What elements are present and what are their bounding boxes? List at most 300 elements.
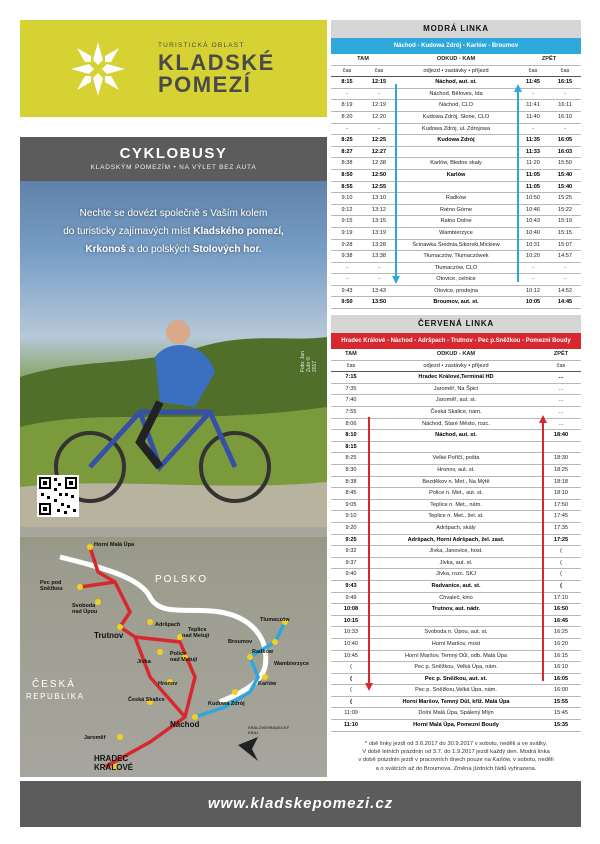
time-cell: 9:15 (331, 216, 363, 228)
table-row (331, 146, 581, 158)
headline-line-2 (30, 223, 317, 241)
map-label-cr-2: REPUBLIKA (26, 692, 85, 701)
table-row (331, 251, 581, 263)
red-col-cas: čas (541, 360, 581, 372)
stop-cell: Tłumaczów, CLO (395, 262, 517, 274)
table-row (331, 372, 581, 384)
map-place-police-1: Police (170, 651, 187, 657)
table-row (331, 158, 581, 170)
time-cell: - (517, 88, 549, 100)
title-band (20, 137, 327, 181)
stop-cell: Hronov, aut. st. (371, 465, 541, 477)
table-row (331, 511, 581, 523)
blue-line-route: Náchod - Kudowa Zdrój - Karlów - Broumov (331, 38, 581, 54)
table-row (331, 476, 581, 488)
headline-2a: do turisticky zajímavých míst (63, 226, 194, 237)
time-cell: 16:50 (541, 604, 581, 616)
time-cell: 13:10 (363, 193, 395, 205)
time-cell: 15:07 (549, 239, 581, 251)
map-label-polsko: POLSKO (155, 574, 209, 585)
red-col-tam: TAM (331, 349, 371, 360)
time-cell: 14:52 (549, 285, 581, 297)
time-cell: 16:10 (541, 662, 581, 674)
time-cell: 7:35 (331, 383, 371, 395)
photo-credit: Foto: Jan Zubr © 2017 (300, 351, 318, 372)
map-place-trutnov: Trutnov (94, 631, 124, 640)
headline-2b: Kladského pomezí, (193, 226, 284, 237)
stop-cell: Karlów, Błedne skały (395, 158, 517, 170)
stop-cell: Horní Malá Úpa, Pomezní Boudy (371, 720, 541, 732)
map-place-tlumaczow: Tlumaczów (260, 617, 290, 623)
time-cell: 12:20 (363, 111, 395, 123)
blue-col-cas: čas (549, 65, 581, 77)
map-place-karlow: Karlów (258, 681, 277, 687)
time-cell: 10:40 (331, 638, 371, 650)
red-line-title: ČERVENÁ LINKA (331, 315, 581, 333)
time-cell: 10:05 (517, 297, 549, 309)
time-cell: 16:11 (549, 100, 581, 112)
table-row (331, 720, 581, 732)
stop-cell: Pec p. Sněžkou, Velká Úpa, nám. (371, 662, 541, 674)
time-cell: - (363, 88, 395, 100)
time-cell: 15:15 (549, 227, 581, 239)
time-cell: 10:45 (331, 650, 371, 662)
time-cell: 13:50 (363, 297, 395, 309)
map-place-teplice-1: Teplice (188, 627, 207, 633)
stop-cell: Jaroměř, Na Špici (371, 383, 541, 395)
table-row (331, 708, 581, 720)
table-row (331, 580, 581, 592)
map-place-jaromer: Jaroměř (84, 735, 106, 741)
blue-col-cas: čas (517, 65, 549, 77)
time-cell: 13:15 (363, 216, 395, 228)
stop-cell: Adršpach, Horní Adršpach, žel. zast. (371, 534, 541, 546)
time-cell: 9:20 (331, 522, 371, 534)
time-cell: ( (541, 557, 581, 569)
time-cell: 12:27 (363, 146, 395, 158)
time-cell: 18:25 (541, 465, 581, 477)
time-cell: 11:00 (331, 708, 371, 720)
table-row (331, 193, 581, 205)
table-row (331, 274, 581, 286)
table-row (331, 557, 581, 569)
table-row (331, 615, 581, 627)
blue-col-odkud: ODKUD - KAM (395, 54, 517, 65)
time-cell: 17:35 (541, 522, 581, 534)
map-place-ceska-skalice: Česká Skalice (128, 697, 165, 703)
table-row (331, 465, 581, 477)
time-cell: 10:08 (331, 604, 371, 616)
time-cell: 8:06 (331, 418, 371, 430)
time-cell: 11:33 (517, 146, 549, 158)
time-cell: 13:43 (363, 285, 395, 297)
time-cell: 10:33 (331, 627, 371, 639)
time-cell: 13:12 (363, 204, 395, 216)
time-cell: 9:28 (331, 239, 363, 251)
time-cell: 15:50 (549, 158, 581, 170)
time-cell: - (517, 274, 549, 286)
stop-cell: Ratno Górne (395, 204, 517, 216)
red-col-zpet: ZPĚT (541, 349, 581, 360)
time-cell: - (331, 274, 363, 286)
time-cell: 16:15 (549, 77, 581, 89)
time-cell: 15:55 (541, 696, 581, 708)
time-cell: ... (541, 383, 581, 395)
table-row (331, 262, 581, 274)
time-cell: 18:30 (541, 453, 581, 465)
time-cell: 16:20 (541, 638, 581, 650)
stop-cell: Náchod, CLO (395, 100, 517, 112)
stop-cell: Dolní Malá Úpa, Spálený Mlýn (371, 708, 541, 720)
time-cell: 10:40 (517, 227, 549, 239)
website-link[interactable]: www.kladskepomezi.cz (207, 795, 394, 812)
time-cell: 8:55 (331, 181, 363, 193)
brand-tagline: TURISTICKÁ OBLAST (158, 42, 245, 49)
map-place-pec-2: Sněžkou (40, 586, 63, 592)
stop-cell: Bezděkov n. Met., Na Mýtě (371, 476, 541, 488)
time-cell: 10:46 (517, 204, 549, 216)
time-cell: 16:10 (549, 111, 581, 123)
poster-subtitle: KLADSKÝM POMEZÍM • NA VÝLET BEZ AUTA (90, 164, 257, 171)
brand-name (158, 52, 275, 96)
headline-line-3 (30, 241, 317, 259)
stop-cell: Svoboda n. Úpou, aut. st. (371, 627, 541, 639)
table-row (331, 650, 581, 662)
table-row (331, 383, 581, 395)
time-cell: 17:50 (541, 499, 581, 511)
stop-cell: Horní Maršov, most (371, 638, 541, 650)
stop-cell: Horní Maršov, Temný Důl, křiž. Malá Úpa (371, 696, 541, 708)
blue-timetable (331, 54, 581, 309)
time-cell: 9:25 (331, 534, 371, 546)
time-cell: 10:12 (517, 285, 549, 297)
stop-cell: Náchod, Staré Město, rozc. (371, 418, 541, 430)
time-cell: - (549, 274, 581, 286)
time-cell: ( (541, 580, 581, 592)
table-row (331, 77, 581, 89)
map-region-label-1: KRÁLOVÉHRADECKÝ (248, 725, 290, 730)
table-row (331, 522, 581, 534)
time-cell: ... (541, 395, 581, 407)
table-row (331, 123, 581, 135)
time-cell: 18:10 (541, 488, 581, 500)
stop-cell: Tłumaczów, Tłumaczówek (395, 251, 517, 263)
time-cell: 8:38 (331, 158, 363, 170)
table-row (331, 488, 581, 500)
map-place-hk-1: HRADEC (94, 754, 129, 763)
time-cell: 15:35 (541, 720, 581, 732)
time-cell: 9:19 (331, 227, 363, 239)
time-cell: 12:50 (363, 169, 395, 181)
stop-cell (395, 146, 517, 158)
time-cell: 14:57 (549, 251, 581, 263)
time-cell: - (331, 262, 363, 274)
stop-cell: Otovice, prodejna (395, 285, 517, 297)
qr-code-icon[interactable] (37, 475, 79, 517)
table-row (331, 534, 581, 546)
time-cell: - (363, 274, 395, 286)
time-cell: 12:38 (363, 158, 395, 170)
brand-name-line2: POMEZÍ (158, 72, 252, 97)
map-region-label-2: KRAJ (248, 730, 259, 735)
note-line-1: * obě linky jezdí od 3.6.2017 do 30.9.2017 v sobotu, neděli a ve svátky. (364, 740, 548, 747)
time-cell: - (363, 262, 395, 274)
map-place-kudowa: Kudowa Zdrój (208, 701, 245, 707)
table-row (331, 638, 581, 650)
time-cell: 11:10 (331, 720, 371, 732)
blue-col-tam: TAM (331, 54, 395, 65)
map-place-horni-mala-upa: Horní Malá Úpa (94, 542, 135, 548)
route-map (20, 527, 327, 777)
table-row (331, 181, 581, 193)
kladske-pomezi-logo-icon (67, 38, 129, 100)
table-row (331, 418, 581, 430)
table-row (331, 169, 581, 181)
time-cell: ( (331, 685, 371, 697)
time-cell: ( (541, 569, 581, 581)
stop-cell: Česká Skalice, nám. (371, 407, 541, 419)
time-cell: ( (541, 546, 581, 558)
time-cell: 17:10 (541, 592, 581, 604)
table-row (331, 685, 581, 697)
note-line-3: v době prázdnin jezdí v pracovních dnech pouze na Karlów, v sobotu, neděli (358, 757, 554, 764)
time-cell: 7:40 (331, 395, 371, 407)
map-place-svoboda-1: Svoboda (72, 603, 96, 609)
table-row (331, 499, 581, 511)
time-cell: 10:50 (517, 193, 549, 205)
table-row (331, 135, 581, 147)
stop-cell: Ratno Dolne (395, 216, 517, 228)
red-col-cas: čas (331, 360, 371, 372)
table-row (331, 204, 581, 216)
time-cell: ... (541, 407, 581, 419)
time-cell: 18:40 (541, 430, 581, 442)
time-cell: - (331, 123, 363, 135)
map-place-hronov: Hronov (158, 681, 178, 687)
time-cell: 17:45 (541, 511, 581, 523)
table-row (331, 111, 581, 123)
time-cell: 18:18 (541, 476, 581, 488)
table-row (331, 546, 581, 558)
table-row (331, 285, 581, 297)
table-row (331, 696, 581, 708)
stop-cell: Kudowa Zdrój (395, 135, 517, 147)
stop-cell: Náchod, aut. st. (371, 430, 541, 442)
time-cell: 12:19 (363, 100, 395, 112)
time-cell: 14:45 (549, 297, 581, 309)
time-cell: 8:25 (331, 453, 371, 465)
stop-cell: Karlów (395, 169, 517, 181)
time-cell: - (363, 123, 395, 135)
stop-cell: Kudowa Zdrój, ul. Zdrojowa (395, 123, 517, 135)
table-row (331, 673, 581, 685)
blue-col-zpet: ZPĚT (517, 54, 581, 65)
stop-cell: Kudowa Zdrój, Słone, CLO (395, 111, 517, 123)
time-cell: ( (331, 673, 371, 685)
map-place-adrspach: Adršpach (155, 622, 181, 628)
time-cell: 16:00 (541, 685, 581, 697)
stop-cell (371, 615, 541, 627)
time-cell: 9:32 (331, 546, 371, 558)
table-row (331, 662, 581, 674)
time-cell: 16:45 (541, 615, 581, 627)
stop-cell: Adršpach, skály (371, 522, 541, 534)
time-cell (541, 441, 581, 453)
time-cell: 7:15 (331, 372, 371, 384)
headline-line-1: Nechte se dovézt společně s Vaším kolem (79, 208, 268, 219)
time-cell: 8:30 (331, 465, 371, 477)
map-place-jivka: Jívka (137, 659, 151, 665)
time-cell: 9:05 (331, 499, 371, 511)
map-place-police-2: nad Metují (170, 657, 198, 663)
note-line-4: a o svátcích až do Broumova. Změna jízdních řádů vyhrazena. (375, 765, 537, 772)
time-cell: ... (541, 418, 581, 430)
table-row (331, 88, 581, 100)
cyclist-photo (20, 137, 327, 777)
stop-cell: Teplice n. Met., žel. st. (371, 511, 541, 523)
map-label-cr-1: ČESKÁ (32, 679, 76, 690)
time-cell: 16:15 (541, 650, 581, 662)
time-cell: 8:45 (331, 488, 371, 500)
time-cell: 16:03 (549, 146, 581, 158)
stop-cell: Ścinawka Średnia,Sikorski,Mickiew (395, 239, 517, 251)
time-cell: - (549, 88, 581, 100)
table-row (331, 604, 581, 616)
time-cell: 8:27 (331, 146, 363, 158)
table-row (331, 627, 581, 639)
time-cell: 15:19 (549, 216, 581, 228)
blue-col-stops: odjezd • zastávky • příjezd (395, 65, 517, 77)
blue-col-cas: čas (363, 65, 395, 77)
table-row (331, 453, 581, 465)
time-cell: 9:12 (331, 204, 363, 216)
stop-cell (395, 181, 517, 193)
time-cell: 8:20 (331, 111, 363, 123)
time-cell: 9:37 (331, 557, 371, 569)
time-cell: 9:50 (331, 297, 363, 309)
stop-cell: Trutnov, aut. nádr. (371, 604, 541, 616)
poster-title: CYKLOBUSY (119, 145, 228, 162)
time-cell: - (549, 262, 581, 274)
red-timetable-wrap (331, 349, 581, 732)
red-line-route: Hradec Králové - Náchod - Adršpach - Trutnov - Pec p.Sněžkou - Pomezní Boudy (331, 333, 581, 349)
stop-cell: Radków (395, 193, 517, 205)
time-cell: 8:19 (331, 100, 363, 112)
time-cell: 9:38 (331, 251, 363, 263)
red-col-stops: odjezd • zastávky • příjezd (371, 360, 541, 372)
time-cell: 10:43 (517, 216, 549, 228)
stop-cell: Otovice, celnice (395, 274, 517, 286)
time-cell: 9:40 (331, 569, 371, 581)
red-timetable (331, 349, 581, 732)
time-cell: 13:19 (363, 227, 395, 239)
brand-name-line1: KLADSKÉ (158, 50, 275, 75)
footnotes (331, 732, 581, 774)
table-row (331, 239, 581, 251)
stop-cell: Náchod, Běloves, Ida (395, 88, 517, 100)
map-place-teplice-2: nad Metují (182, 633, 210, 639)
stop-cell: Hradec Králové,Terminál HD (371, 372, 541, 384)
blue-timetable-wrap (331, 54, 581, 309)
time-cell: 9:43 (331, 580, 371, 592)
time-cell: - (549, 123, 581, 135)
time-cell: - (331, 88, 363, 100)
stop-cell: Jaroměř, aut. st. (371, 395, 541, 407)
table-row (331, 441, 581, 453)
time-cell: 8:10 (331, 430, 371, 442)
blue-col-cas: čas (331, 65, 363, 77)
time-cell: 7:55 (331, 407, 371, 419)
stop-cell (371, 441, 541, 453)
time-cell: 10:15 (331, 615, 371, 627)
time-cell: 8:38 (331, 476, 371, 488)
map-place-svoboda-2: nad Úpou (72, 609, 98, 615)
time-cell: 11:35 (517, 135, 549, 147)
stop-cell: Jívka, aut. st. (371, 557, 541, 569)
time-cell: ( (331, 662, 371, 674)
time-cell: 15:25 (549, 193, 581, 205)
poster-panel (20, 20, 327, 777)
timetables (331, 20, 581, 773)
table-row (331, 569, 581, 581)
time-cell: 17:25 (541, 534, 581, 546)
time-cell: 11:45 (517, 77, 549, 89)
headline-3a: Krkonoš (85, 244, 126, 255)
stop-cell: Wambierzyce (395, 227, 517, 239)
stop-cell: Radvanice, aut. st. (371, 580, 541, 592)
table-row (331, 227, 581, 239)
map-place-hk-2: KRÁLOVÉ (94, 763, 134, 772)
time-cell: 10:31 (517, 239, 549, 251)
time-cell: 9:10 (331, 511, 371, 523)
map-place-pec-1: Pec pod (40, 580, 62, 586)
time-cell: 9:43 (331, 285, 363, 297)
stop-cell: Velké Poříčí, pošta (371, 453, 541, 465)
time-cell: 11:20 (517, 158, 549, 170)
time-cell: 16:05 (541, 673, 581, 685)
time-cell: 8:15 (331, 441, 371, 453)
map-place-radkow: Radków (252, 649, 274, 655)
stop-cell: Pec p. Sněžkou, aut. st. (371, 673, 541, 685)
map-place-wambierzyce: Wambierzyce (274, 661, 309, 667)
time-cell: 11:40 (517, 111, 549, 123)
stop-cell: Jívka, rozc. SKJ (371, 569, 541, 581)
time-cell: 13:38 (363, 251, 395, 263)
headline-3c: Stolových hor. (192, 244, 262, 255)
blue-line-title: MODRÁ LINKA (331, 20, 581, 38)
red-col-odkud: ODKUD - KAM (371, 349, 541, 360)
note-line-2: V době letních prázdnin od 3.7. do 1.9.2017 jezdí každý den. Modrá linka (362, 749, 550, 756)
table-row (331, 297, 581, 309)
footer-bar (20, 781, 581, 827)
brand-header (20, 20, 327, 117)
table-row (331, 592, 581, 604)
time-cell: 11:41 (517, 100, 549, 112)
time-cell: 11:05 (517, 181, 549, 193)
stop-cell: Pec p. Sněžkou,Velká Úpa, nám. (371, 685, 541, 697)
time-cell: 15:45 (541, 708, 581, 720)
time-cell: 8:25 (331, 135, 363, 147)
table-row (331, 430, 581, 442)
time-cell: ... (541, 372, 581, 384)
time-cell: 13:28 (363, 239, 395, 251)
time-cell: 11:05 (517, 169, 549, 181)
time-cell: 9:10 (331, 193, 363, 205)
time-cell: 12:55 (363, 181, 395, 193)
stop-cell: Náchod, aut. st. (395, 77, 517, 89)
time-cell: 15:40 (549, 169, 581, 181)
time-cell: 8:50 (331, 169, 363, 181)
